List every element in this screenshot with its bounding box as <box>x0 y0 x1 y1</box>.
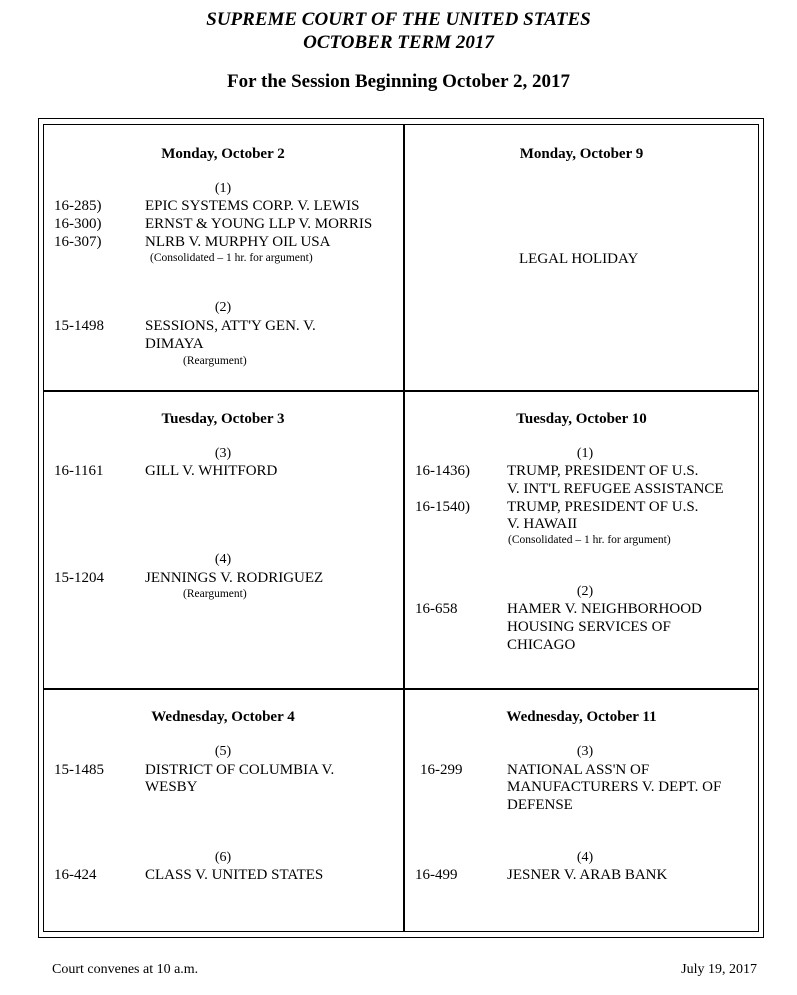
day-heading: Monday, October 2 <box>161 146 285 162</box>
case-name: DEFENSE <box>507 797 573 813</box>
argument-number: (1) <box>214 181 232 196</box>
legal-holiday-label: LEGAL HOLIDAY <box>519 251 639 267</box>
session-title: For the Session Beginning October 2, 2017 <box>227 71 570 92</box>
case-name: ERNST & YOUNG LLP V. MORRIS <box>145 216 373 232</box>
case-name: TRUMP, PRESIDENT OF U.S. <box>507 499 699 515</box>
argument-number: (2) <box>576 584 594 599</box>
docket-number: 16-300) <box>54 216 102 232</box>
court-convenes-note: Court convenes at 10 a.m. <box>52 962 199 977</box>
day-heading: Tuesday, October 10 <box>516 411 647 427</box>
case-name: JESNER V. ARAB BANK <box>507 867 668 883</box>
publication-date: July 19, 2017 <box>681 962 757 977</box>
docket-number: 16-499 <box>415 867 458 883</box>
docket-number: 16-307) <box>54 234 102 250</box>
case-name: NATIONAL ASS'N OF <box>507 762 650 778</box>
case-name: V. INT'L REFUGEE ASSISTANCE <box>507 481 724 497</box>
case-name: CLASS V. UNITED STATES <box>145 867 324 883</box>
argument-number: (1) <box>576 446 594 461</box>
docket-number: 16-1161 <box>54 463 104 479</box>
case-name: SESSIONS, ATT'Y GEN. V. <box>145 318 316 334</box>
case-name: DISTRICT OF COLUMBIA V. <box>145 762 335 778</box>
column-divider <box>403 124 405 932</box>
case-name: CHICAGO <box>507 637 576 653</box>
case-name: HAMER V. NEIGHBORHOOD <box>507 601 702 617</box>
row-divider-1 <box>43 390 759 392</box>
argument-number: (3) <box>576 744 594 759</box>
case-name: WESBY <box>145 779 198 795</box>
case-note: (Reargument) <box>183 355 247 367</box>
court-title: SUPREME COURT OF THE UNITED STATES <box>206 9 591 30</box>
docket-number: 15-1204 <box>54 570 104 586</box>
day-heading: Wednesday, October 11 <box>506 709 657 725</box>
docket-number: 16-658 <box>415 601 458 617</box>
case-name: EPIC SYSTEMS CORP. V. LEWIS <box>145 198 360 214</box>
term-title: OCTOBER TERM 2017 <box>303 32 494 53</box>
case-note: (Consolidated – 1 hr. for argument) <box>508 534 671 546</box>
case-note: (Consolidated – 1 hr. for argument) <box>150 252 313 264</box>
case-note: (Reargument) <box>183 588 247 600</box>
day-heading: Tuesday, October 3 <box>161 411 285 427</box>
argument-number: (6) <box>214 850 232 865</box>
docket-number: 16-285) <box>54 198 102 214</box>
argument-number: (3) <box>214 446 232 461</box>
case-name: DIMAYA <box>145 336 204 352</box>
day-heading: Monday, October 9 <box>519 146 644 162</box>
argument-number: (4) <box>214 552 232 567</box>
case-name: JENNINGS V. RODRIGUEZ <box>145 570 324 586</box>
docket-number: 16-424 <box>54 867 97 883</box>
docket-number: 16-1540) <box>415 499 470 515</box>
docket-number: 16-299 <box>420 762 463 778</box>
day-heading: Wednesday, October 4 <box>151 709 295 725</box>
case-name: HOUSING SERVICES OF <box>507 619 671 635</box>
case-name: MANUFACTURERS V. DEPT. OF <box>507 779 722 795</box>
case-name: NLRB V. MURPHY OIL USA <box>145 234 331 250</box>
docket-number: 15-1485 <box>54 762 104 778</box>
argument-number: (4) <box>576 850 594 865</box>
case-name: GILL V. WHITFORD <box>145 463 278 479</box>
case-name: V. HAWAII <box>507 516 578 532</box>
docket-number: 16-1436) <box>415 463 470 479</box>
row-divider-2 <box>43 688 759 690</box>
case-name: TRUMP, PRESIDENT OF U.S. <box>507 463 699 479</box>
argument-number: (2) <box>214 300 232 315</box>
docket-number: 15-1498 <box>54 318 104 334</box>
argument-number: (5) <box>214 744 232 759</box>
